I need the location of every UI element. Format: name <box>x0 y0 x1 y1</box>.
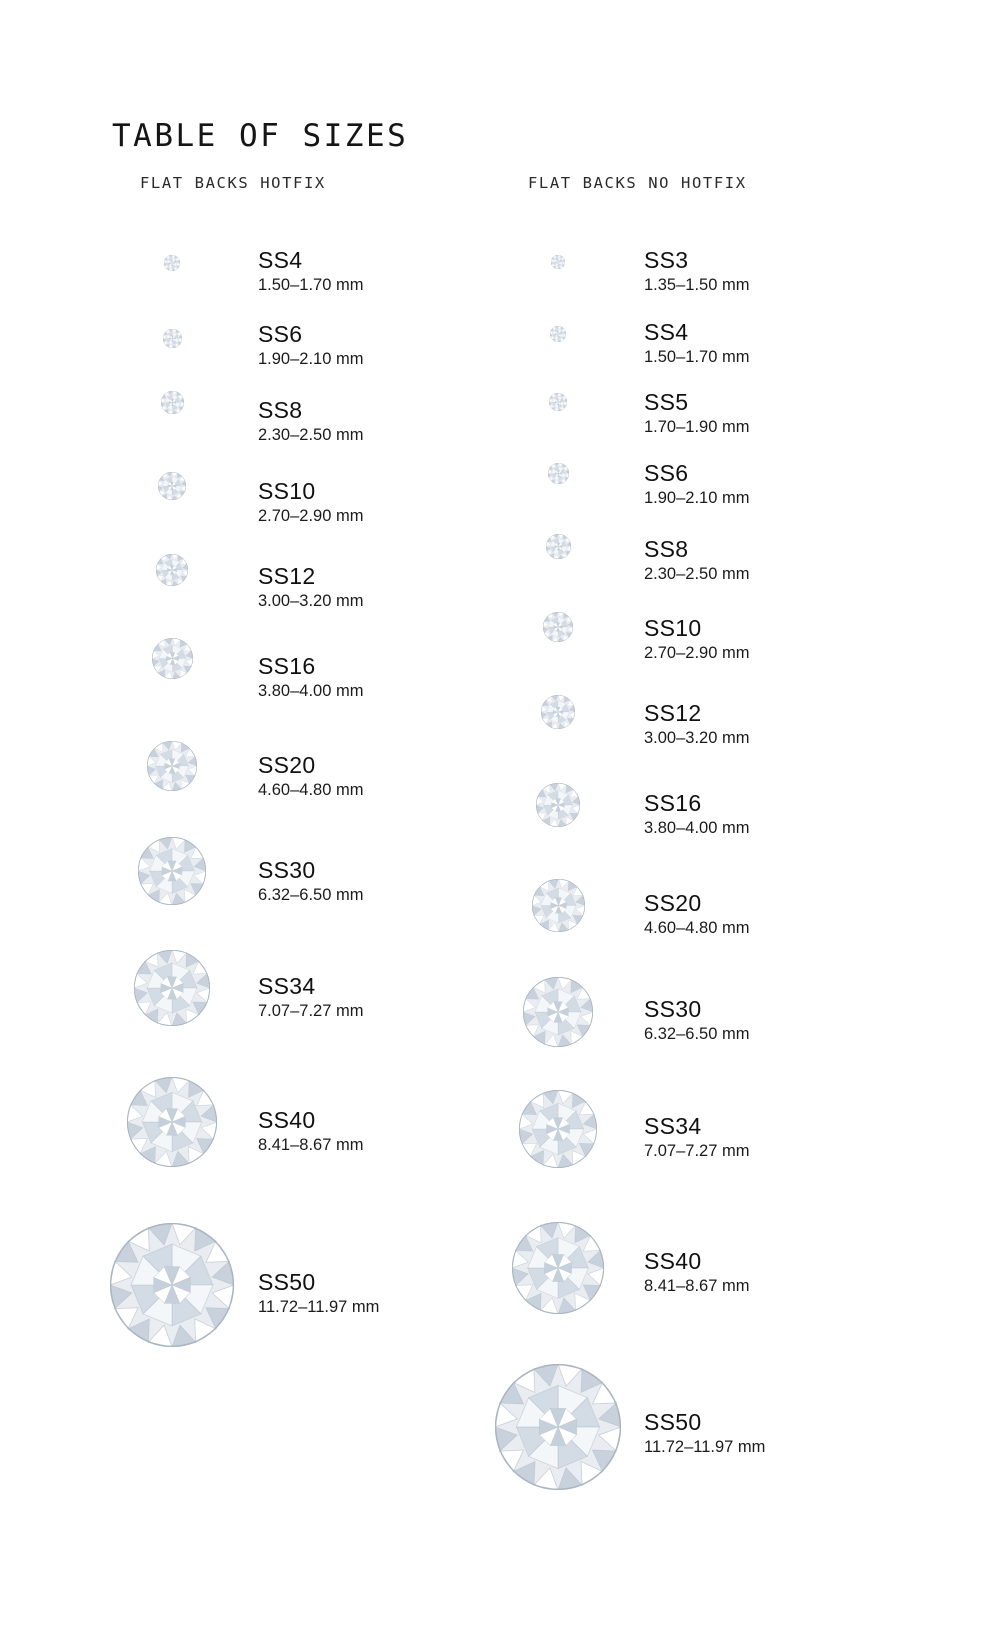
rhinestone-icon <box>110 1223 234 1347</box>
rhinestone-sample <box>536 783 580 827</box>
rhinestone-icon <box>163 329 182 348</box>
size-code: SS34 <box>644 1113 702 1139</box>
size-entry <box>644 791 749 837</box>
size-millimeters: 4.60–4.80 mm <box>644 919 750 938</box>
size-code: SS16 <box>644 790 702 816</box>
size-millimeters: 2.30–2.50 mm <box>258 426 364 445</box>
size-entry <box>258 398 363 444</box>
size-entry <box>258 479 363 525</box>
size-code: SS30 <box>644 996 702 1022</box>
size-entry <box>258 1108 363 1154</box>
size-entry <box>644 616 749 662</box>
size-entry <box>644 701 749 747</box>
size-code: SS3 <box>644 247 689 273</box>
rhinestone-sample <box>110 1223 234 1347</box>
size-entry <box>644 461 749 507</box>
rhinestone-icon <box>161 391 184 414</box>
size-entry <box>258 564 363 610</box>
rhinestone-sample <box>495 1364 621 1490</box>
size-millimeters: 2.30–2.50 mm <box>644 565 750 584</box>
rhinestone-sample <box>147 741 197 791</box>
rhinestone-sample <box>512 1222 604 1314</box>
size-entry <box>644 1114 749 1160</box>
size-code: SS30 <box>258 857 316 883</box>
size-entry <box>644 537 749 583</box>
rhinestone-sample <box>551 255 565 269</box>
rhinestone-icon <box>536 783 580 827</box>
rhinestone-icon <box>156 554 188 586</box>
size-code: SS6 <box>644 460 689 486</box>
rhinestone-icon <box>134 950 210 1026</box>
size-millimeters: 3.80–4.00 mm <box>644 819 750 838</box>
size-entry <box>644 891 749 937</box>
rhinestone-icon <box>138 837 206 905</box>
rhinestone-sample <box>163 329 182 348</box>
size-entry <box>644 997 749 1043</box>
size-code: SS4 <box>258 247 303 273</box>
size-entry <box>258 1270 379 1316</box>
page-title: TABLE OF SIZES <box>112 118 409 154</box>
size-code: SS20 <box>258 752 316 778</box>
size-millimeters: 1.90–2.10 mm <box>258 350 364 369</box>
rhinestone-icon <box>523 977 593 1047</box>
size-millimeters: 11.72–11.97 mm <box>644 1438 766 1457</box>
column-heading-no-hotfix: FLAT BACKS NO HOTFIX <box>528 174 747 192</box>
rhinestone-icon <box>147 741 197 791</box>
size-millimeters: 2.70–2.90 mm <box>258 507 364 526</box>
rhinestone-sample <box>549 393 567 411</box>
size-millimeters: 4.60–4.80 mm <box>258 781 364 800</box>
size-millimeters: 1.70–1.90 mm <box>644 418 750 437</box>
column-heading-hotfix: FLAT BACKS HOTFIX <box>140 174 326 192</box>
rhinestone-sample <box>158 472 186 500</box>
size-entry <box>258 753 363 799</box>
size-code: SS34 <box>258 973 316 999</box>
size-code: SS12 <box>644 700 702 726</box>
rhinestone-sample <box>156 554 188 586</box>
size-code: SS4 <box>644 319 689 345</box>
size-millimeters: 1.35–1.50 mm <box>644 276 750 295</box>
size-code: SS50 <box>258 1269 316 1295</box>
size-entry <box>258 858 363 904</box>
size-code: SS20 <box>644 890 702 916</box>
size-millimeters: 8.41–8.67 mm <box>258 1136 364 1155</box>
size-millimeters: 6.32–6.50 mm <box>258 886 364 905</box>
rhinestone-icon <box>543 612 573 642</box>
size-code: SS40 <box>644 1248 702 1274</box>
size-millimeters: 3.00–3.20 mm <box>258 592 364 611</box>
rhinestone-sample <box>546 534 571 559</box>
size-code: SS40 <box>258 1107 316 1133</box>
size-code: SS5 <box>644 389 689 415</box>
size-code: SS12 <box>258 563 316 589</box>
size-millimeters: 6.32–6.50 mm <box>644 1025 750 1044</box>
rhinestone-icon <box>512 1222 604 1314</box>
size-code: SS8 <box>644 536 689 562</box>
size-millimeters: 11.72–11.97 mm <box>258 1298 380 1317</box>
size-millimeters: 1.50–1.70 mm <box>258 276 364 295</box>
rhinestone-sample <box>548 463 569 484</box>
rhinestone-icon <box>546 534 571 559</box>
rhinestone-sample <box>550 326 566 342</box>
rhinestone-sample <box>138 837 206 905</box>
rhinestone-sample <box>543 612 573 642</box>
size-code: SS50 <box>644 1409 702 1435</box>
size-millimeters: 8.41–8.67 mm <box>644 1277 750 1296</box>
rhinestone-icon <box>519 1090 597 1168</box>
size-entry <box>258 654 363 700</box>
size-millimeters: 2.70–2.90 mm <box>644 644 750 663</box>
rhinestone-sample <box>541 695 575 729</box>
size-code: SS10 <box>258 478 316 504</box>
size-millimeters: 3.80–4.00 mm <box>258 682 364 701</box>
size-code: SS16 <box>258 653 316 679</box>
size-millimeters: 1.50–1.70 mm <box>644 348 750 367</box>
rhinestone-icon <box>495 1364 621 1490</box>
rhinestone-sample <box>519 1090 597 1168</box>
rhinestone-icon <box>551 255 565 269</box>
size-code: SS10 <box>644 615 702 641</box>
size-entry <box>258 974 363 1020</box>
rhinestone-icon <box>541 695 575 729</box>
rhinestone-icon <box>548 463 569 484</box>
rhinestone-sample <box>152 638 193 679</box>
size-entry <box>644 1249 749 1295</box>
rhinestone-icon <box>158 472 186 500</box>
rhinestone-sample <box>127 1077 217 1167</box>
size-entry <box>258 322 363 368</box>
rhinestone-sample <box>134 950 210 1026</box>
rhinestone-sample <box>164 255 180 271</box>
rhinestone-icon <box>532 879 585 932</box>
rhinestone-icon <box>127 1077 217 1167</box>
size-millimeters: 7.07–7.27 mm <box>644 1142 750 1161</box>
size-millimeters: 1.90–2.10 mm <box>644 489 750 508</box>
rhinestone-icon <box>549 393 567 411</box>
size-entry <box>644 1410 765 1456</box>
rhinestone-icon <box>550 326 566 342</box>
size-entry <box>644 248 749 294</box>
size-entry <box>258 248 363 294</box>
rhinestone-icon <box>152 638 193 679</box>
rhinestone-sample <box>532 879 585 932</box>
size-entry <box>644 320 749 366</box>
size-code: SS6 <box>258 321 303 347</box>
rhinestone-icon <box>164 255 180 271</box>
rhinestone-sample <box>161 391 184 414</box>
rhinestone-sample <box>523 977 593 1047</box>
size-code: SS8 <box>258 397 303 423</box>
size-millimeters: 7.07–7.27 mm <box>258 1002 364 1021</box>
size-entry <box>644 390 749 436</box>
size-millimeters: 3.00–3.20 mm <box>644 729 750 748</box>
